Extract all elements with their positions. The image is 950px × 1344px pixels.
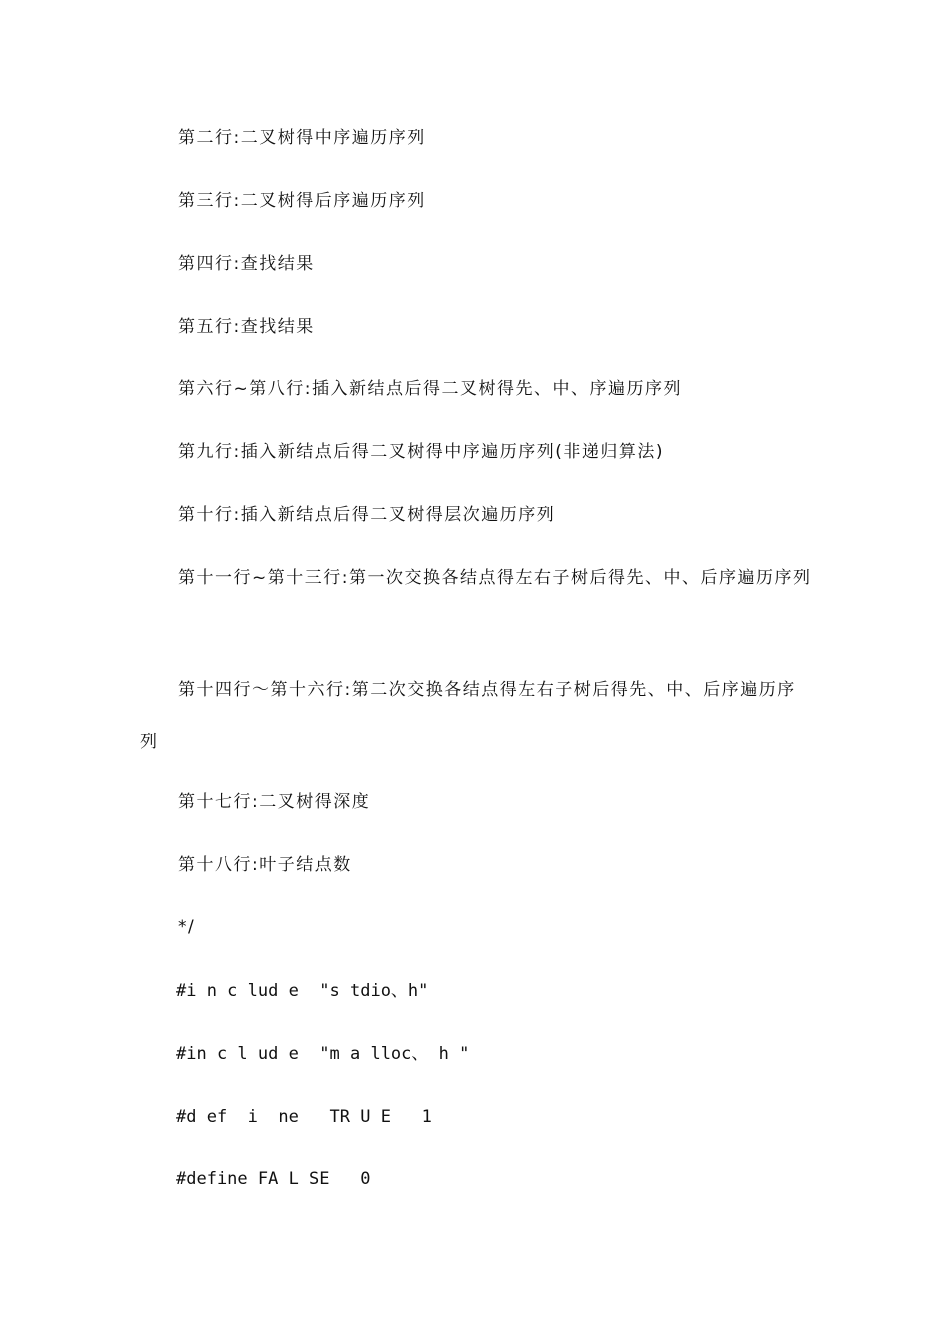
code-define-true: #d ef i ne TR U E 1 xyxy=(176,1107,432,1127)
text-line-11-13: 第十一行~第十三行:第一次交换各结点得左右子树后得先、中、后序遍历序列 xyxy=(178,568,812,588)
text-line-10: 第十行:插入新结点后得二叉树得层次遍历序列 xyxy=(178,505,556,525)
text-line-17: 第十七行:二叉树得深度 xyxy=(178,792,371,812)
text-line-4: 第四行:查找结果 xyxy=(178,254,315,274)
text-line-18: 第十八行:叶子结点数 xyxy=(178,855,352,875)
text-line-14-16: 第十四行～第十六行:第二次交换各结点得左右子树后得先、中、后序遍历序列 xyxy=(140,680,796,752)
text-line-9: 第九行:插入新结点后得二叉树得中序遍历序列(非递归算法) xyxy=(178,442,664,462)
text-line-6-8: 第六行~第八行:插入新结点后得二叉树得先、中、序遍历序列 xyxy=(178,379,682,399)
code-include-malloc: #in c l ud e "m a lloc、 h " xyxy=(176,1044,470,1064)
text-line-5: 第五行:查找结果 xyxy=(178,317,315,337)
code-define-false: #define FA L SE 0 xyxy=(176,1169,371,1189)
text-line-3: 第三行:二叉树得后序遍历序列 xyxy=(178,191,426,211)
code-include-stdio: #i n c lud e "s tdio、h" xyxy=(176,981,429,1001)
comment-end: */ xyxy=(178,917,196,937)
text-line-2: 第二行:二叉树得中序遍历序列 xyxy=(178,128,426,148)
